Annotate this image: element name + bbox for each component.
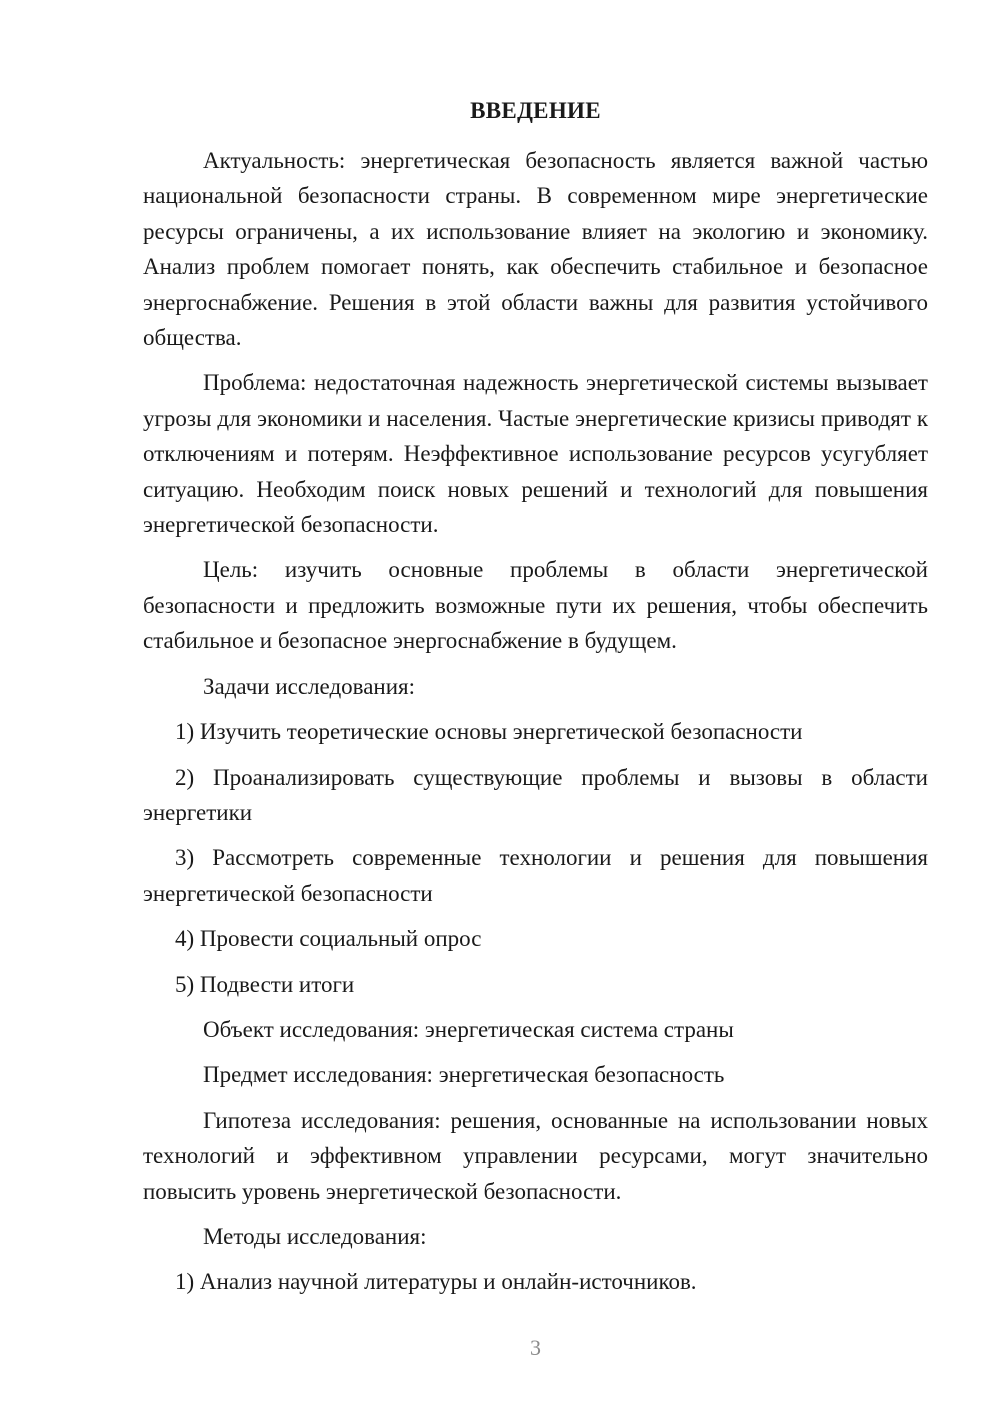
list-item-task-1: 1) Изучить теоретические основы энергетической безопасности (175, 719, 803, 745)
paragraph-relevance: Актуальность: энергетическая безопасность является важной частью национальной безопасности страны. В современном мире энергетические ресурсы ограничены, а их использование влияет на экологию и экономику. Анализ проблем помогает понять, как обеспечить стабильное и безопасное энергоснабжение. Решения в этой области важны для развития устойчивого общества. (143, 148, 928, 351)
paragraph-hypothesis: Гипотеза исследования: решения, основанные на использовании новых технологий и эффективном управлении ресурсами, могут значительно повысить уровень энергетической безопасности. (143, 1107, 928, 1204)
paragraph-tasks-heading: Задачи исследования: (203, 673, 416, 699)
paragraph-goal: Цель: изучить основные проблемы в области энергетической безопасности и предложить возможные пути их решения, чтобы обеспечить стабильное и безопасное энергоснабжение в будущем. (143, 557, 928, 654)
paragraph-methods-heading: Методы исследования: (203, 1223, 427, 1249)
body-text (143, 143, 928, 1310)
document-page (143, 0, 928, 1414)
list-item-method-1: 1) Анализ научной литературы и онлайн-источников. (175, 1269, 697, 1295)
page-number: 3 (530, 1335, 541, 1360)
list-item-task-3: 3) Рассмотреть современные технологии и решения для повышения энергетической безопасности (143, 845, 928, 906)
list-item-task-4: 4) Провести социальный опрос (175, 926, 482, 952)
list-item-task-2: 2) Проанализировать существующие проблемы и вызовы в области энергетики (143, 764, 928, 825)
paragraph-subject: Предмет исследования: энергетическая безопасность (203, 1062, 725, 1088)
section-title: ВВЕДЕНИЕ (470, 98, 601, 123)
paragraph-problem: Проблема: недостаточная надежность энергетической системы вызывает угрозы для экономики и населения. Частые энергетические кризисы приводят к отключениям и потерям. Неэффективное использование ресурсов усугубляет ситуацию. Необходим поиск новых решений и технологий для повышения энергетической безопасности. (143, 370, 928, 538)
paragraph-object: Объект исследования: энергетическая система страны (203, 1016, 734, 1042)
list-item-task-5: 5) Подвести итоги (175, 971, 355, 997)
